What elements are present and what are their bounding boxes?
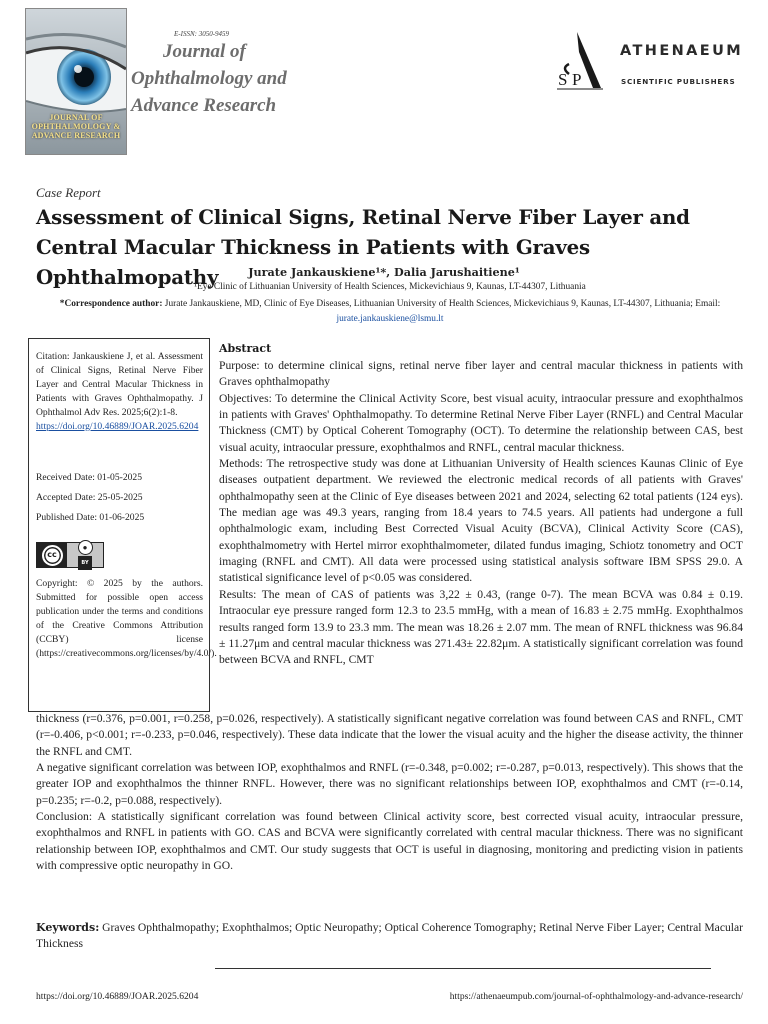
- abstract-results: Results: The mean of CAS of patients was 3,22 ± 0.43, (range 0-7). The mean BCVA was 0.84 ± 0.19. Intraocular eye pressure ranged form 12.3 to 23.5 mmHg, with a mean of 16.83 ± 2.75 mmHg. Exophthalmos results ranged form 13.9 to 23.3 mm. The mean was 18.26 ± 2.07 mm. The mean of RNFL thickness was 96.84 ± 11.27μm and central macular thickness was 271.43± 22.82μm. A statistically significant correlation was found between BCVA and RNFL, CMT: [219, 587, 743, 667]
- correspondence: [40, 297, 740, 327]
- publisher-subtitle: SCIENTIFIC PUBLISHERS: [621, 77, 736, 86]
- correspondence-email-link[interactable]: jurate.jankauskiene@lsmu.lt: [336, 314, 444, 324]
- abstract-objectives: Objectives: To determine the Clinical Activity Score, best visual acuity, intraocular pressure and exophthalmos in patients with Graves' Ophthalmopathy. To determine Retinal Nerve Fiber Layer (RNFL) and Central Macular Thickness (CMT) by Optical Coherent Tomography (OCT). To determine the relationship between CAS, best visual acuity, intraocular pressure, exophthalmos and RNFL, central macular thickness.: [219, 391, 743, 454]
- abstract-purpose: Purpose: to determine clinical signs, retinal nerve fiber layer and central macular thickness in patients with Graves ophthalmopathy: [219, 359, 743, 389]
- journal-title-line: Advance Research: [131, 95, 277, 116]
- authors: Jurate Jankauskiene¹*, Dalia Jarushaitiene¹: [248, 265, 520, 279]
- article-type: Case Report: [36, 185, 101, 200]
- abstract-heading: Abstract: [219, 342, 272, 355]
- athenaeum-logo-icon: [555, 30, 605, 92]
- abstract-body-narrow: [219, 358, 743, 669]
- person-icon: ●: [78, 540, 93, 555]
- published-date: Published Date: 01-06-2025: [36, 512, 145, 523]
- correspondence-text: Jurate Jankauskiene, MD, Clinic of Eye Diseases, Lithuanian University of Health Sciences, Mickevichiaus 9, Kaunas, LT-44307, Lithuania; Email:: [162, 299, 721, 309]
- abstract-body-wide: [36, 711, 743, 874]
- keywords-label: Keywords:: [36, 921, 100, 934]
- citation-text: Citation: Jankauskiene J, et al. Assessment of Clinical Signs, Retinal Nerve Fiber Layer and Central Macular Thickness in Patients with Graves Ophthalmopathy. J Ophthalmol Adv Res. 2025;6(2):1-8.: [36, 351, 203, 418]
- received-date: Received Date: 01-05-2025: [36, 472, 143, 483]
- abstract-negative-correlation: A negative significant correlation was between IOP, exophthalmos and RNFL (r=-0.348, p=0.002; r=-0.287, p=0.013, respectively). This shows that the greater IOP and exophthalmos the thinner RNFL. However, there was no significant relationships between IOP, exophthalmos and CMT (r=-0.14, p=0.235; r=-0.2, p=0.088, respectively).: [36, 761, 743, 807]
- affiliation: ¹Eye Clinic of Lithuanian University of Health Sciences, Mickevichiaus 9, Kaunas, LT-44307, Lithuania: [194, 282, 586, 292]
- footer-divider: [215, 968, 711, 969]
- doi-link[interactable]: https://doi.org/10.46889/JOAR.2025.6204: [36, 421, 199, 432]
- svg-text:P: P: [572, 70, 582, 89]
- journal-cover-image: [25, 8, 127, 155]
- abstract-results-continued: thickness (r=0.376, p=0.001, r=0.258, p=0.026, respectively). A statistically significant negative correlation was found between CAS and RNFL, CMT (r=-0.406, p<0.001; r=-0.233, p=0.046, respectively). These data indicate that the lower the visual acuity and the higher the disease activity, the thinner the RNFL and CMT.: [36, 712, 743, 758]
- footer-journal-link[interactable]: https://athenaeumpub.com/journal-of-ophthalmology-and-advance-research/: [449, 991, 743, 1002]
- footer-doi-link[interactable]: https://doi.org/10.46889/JOAR.2025.6204: [36, 991, 199, 1002]
- keywords-text: Graves Ophthalmopathy; Exophthalmos; Optic Neuropathy; Optical Coherence Tomography; Retinal Nerve Fiber Layer; Central Macular Thickness: [36, 921, 743, 951]
- abstract-conclusion: Conclusion: A statistically significant correlation was found between Clinical activity score, best corrected visual acuity, intraocular pressure, exophthalmos and RNFL in patients with GO. CAS and BCVA were significantly correlated with central macular thickness. There was no significant relationship between IOP, exophthalmos and CMT. Our study suggests that OCT is useful in diagnosing, monitoring and predicting vision in patients with compressive optic neuropathy in GO.: [36, 810, 743, 873]
- cc-icon: cc: [42, 545, 63, 566]
- cover-title: JOURNAL OF OPHTHALMOLOGY & ADVANCE RESEARCH: [31, 113, 121, 140]
- journal-title: [131, 38, 301, 119]
- dates-block: [36, 471, 203, 525]
- journal-title-line: Journal of: [163, 41, 246, 62]
- accepted-date: Accepted Date: 25-05-2025: [36, 492, 143, 503]
- abstract-methods: Methods: The retrospective study was done at Lithuanian University of Health sciences Kaunas Clinic of Eye diseases outpatient department. We reviewed the electronic medical records of all patients with Graves' ophthalmopathy seen at the Clinic of Eye diseases between 2021 and 2024, selecting 62 total patients (124 eys). The median age was 49.3 years, ranging from 18.4 years to 74.5 years. All patients had undergone a full ophthalmologic exam, including Best Corrected Visual Acuity (BCVA), Clinical Activity Score (CAS), exophthalmometry with Hertel mirror exophthalmometer, dilated fundus imaging, Schiotz tonometry and OCT imaging (RNFL and CMT). All data were processed using statistical analysis software IBM SPSS 29.0. A statistical significance level of p<0.05 was considered.: [219, 457, 743, 585]
- publisher-name: ATHENAEUM: [620, 43, 744, 59]
- by-label: BY: [78, 556, 91, 570]
- citation-sidebar: [28, 338, 217, 712]
- copyright-text: Copyright: © 2025 by the authors. Submitted for possible open access publication under the terms and conditions of the Creative Commons Attribution (CCBY) license (https://creativecommons.org/licenses/by/4.0/).: [36, 578, 217, 659]
- article-title: Assessment of Clinical Signs, Retinal Nerve Fiber Layer and Central Macular Thickness in Patients with Graves Ophthalmopathy: [36, 205, 690, 289]
- journal-title-line: Ophthalmology and: [131, 68, 287, 89]
- svg-text:S: S: [558, 70, 568, 89]
- eissn: E-ISSN: 3050-9459: [174, 30, 230, 38]
- cc-by-license-badge[interactable]: [36, 542, 104, 568]
- correspondence-label: *Correspondence author:: [59, 299, 163, 309]
- keywords: [36, 920, 743, 953]
